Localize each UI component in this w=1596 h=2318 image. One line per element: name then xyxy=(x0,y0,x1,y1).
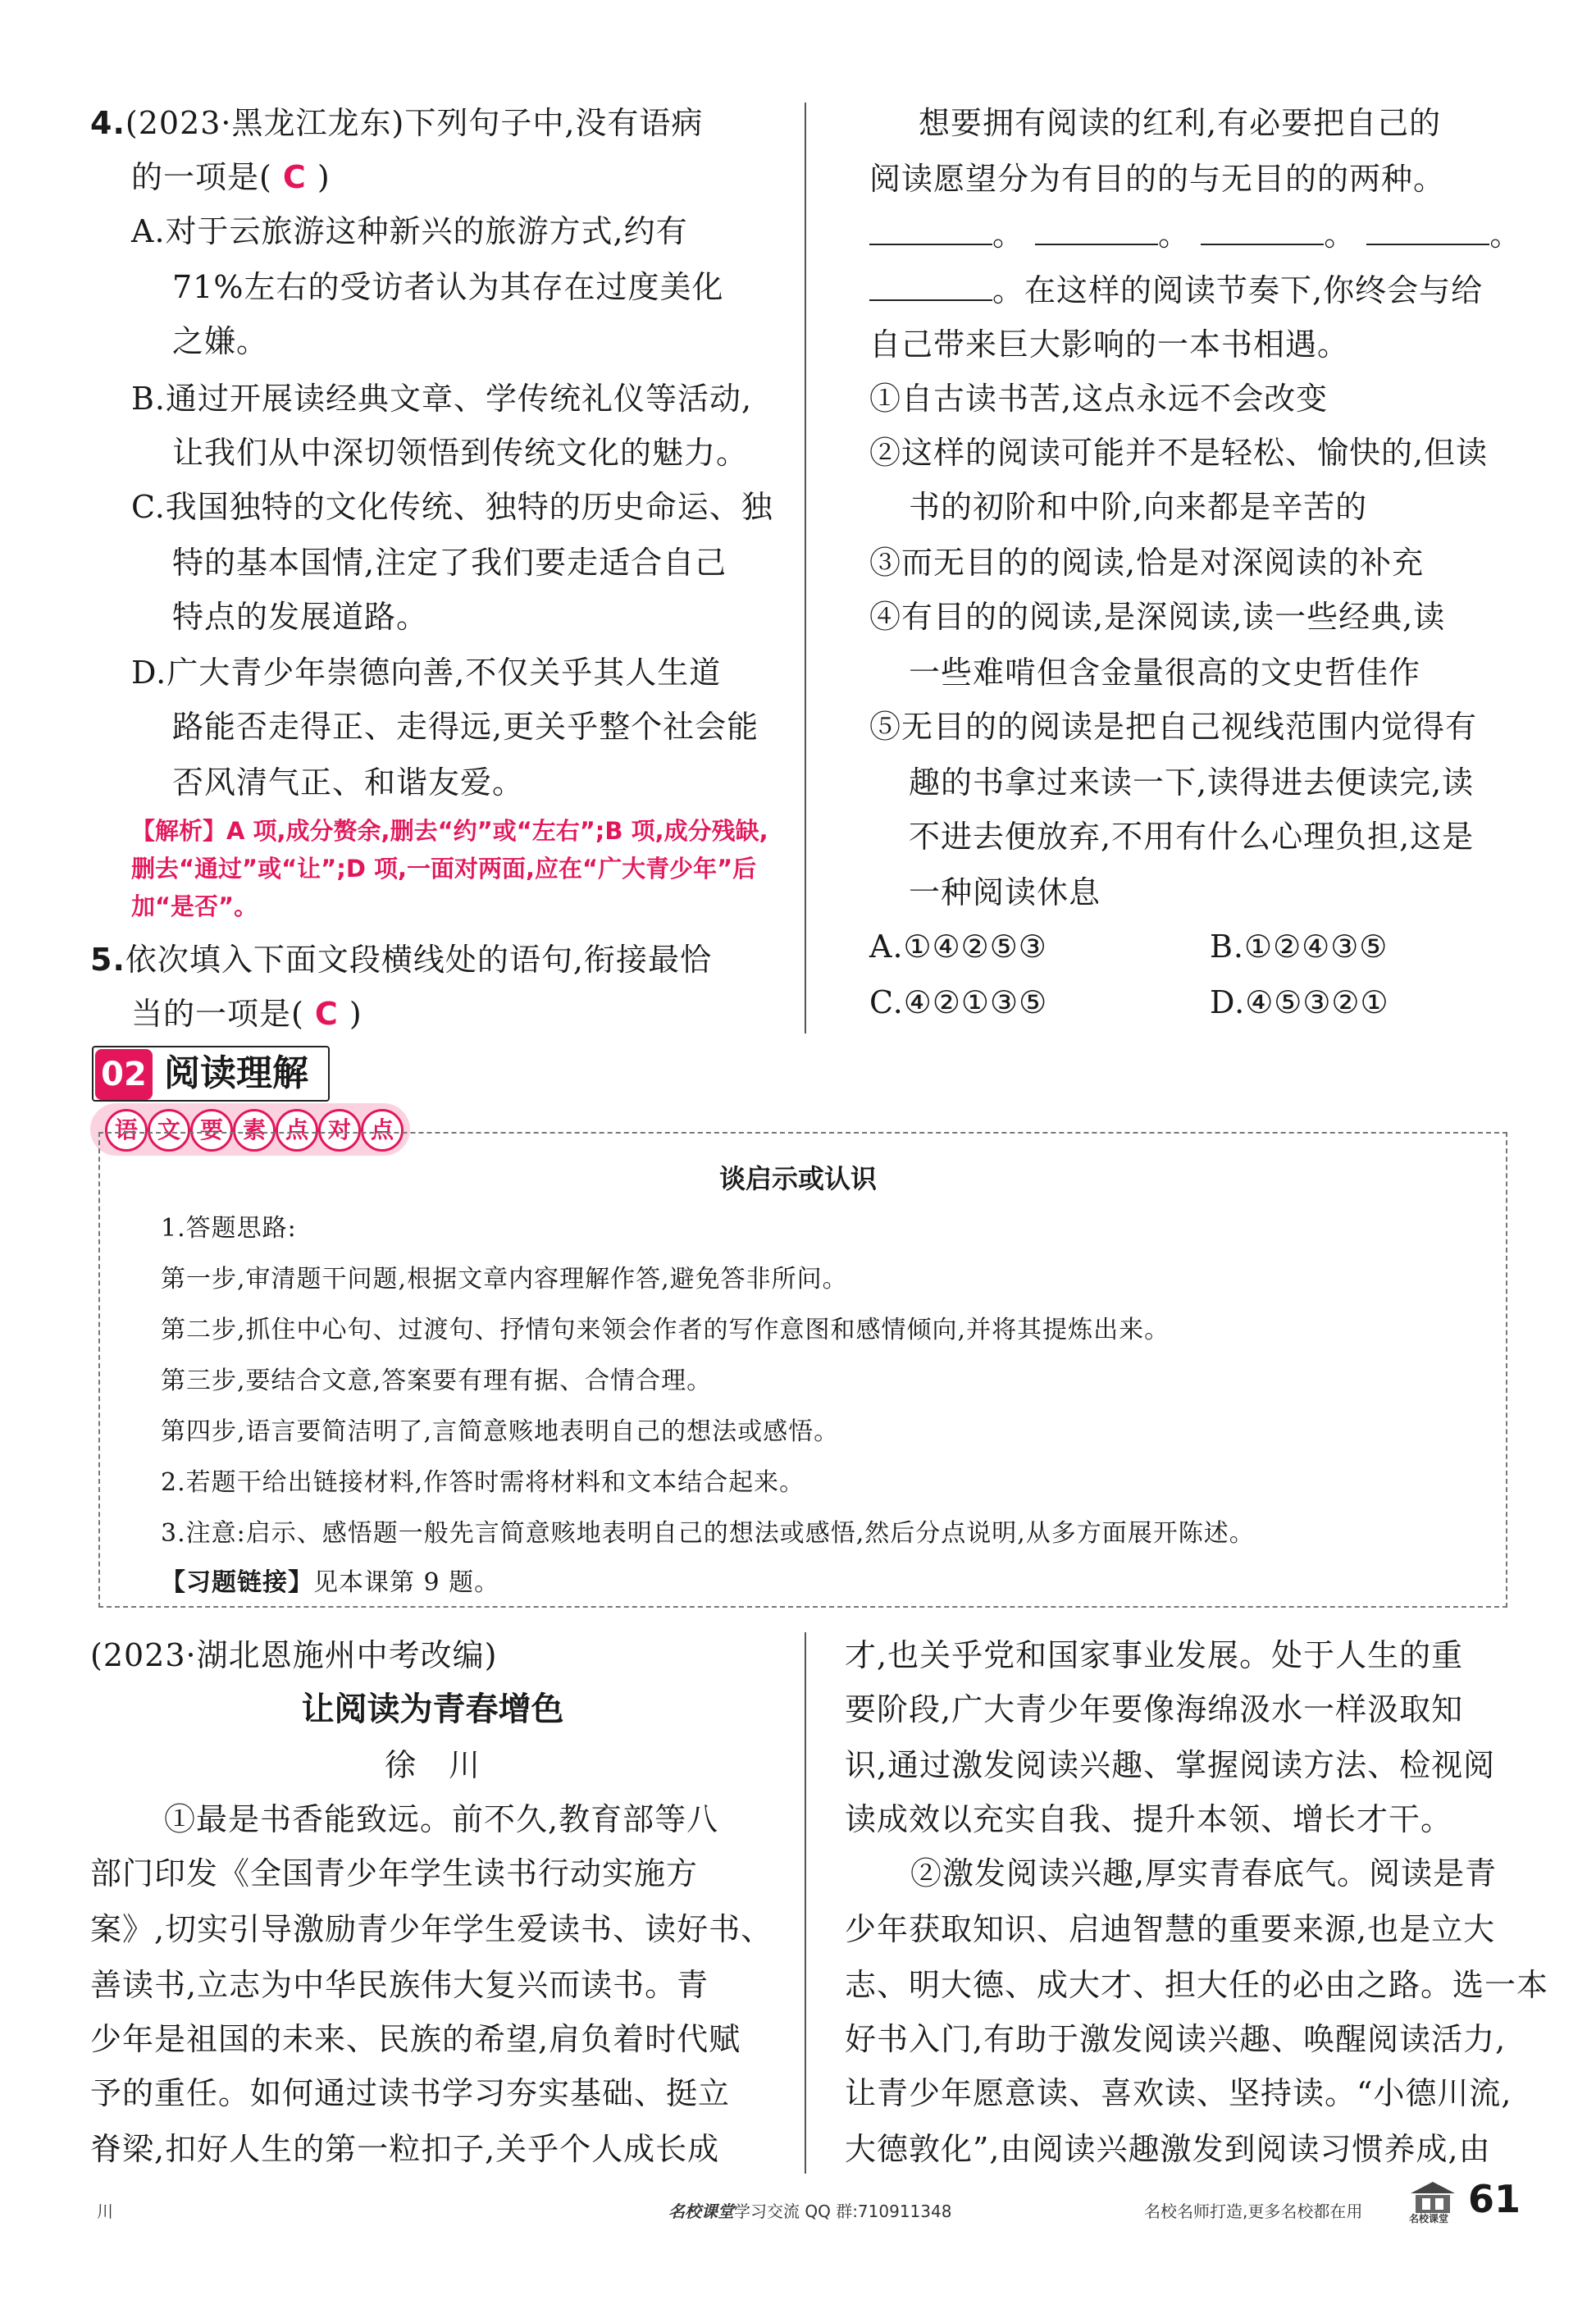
brand-logo-icon xyxy=(1407,2179,1458,2224)
article-right-line8: 好书入门,有助于激发阅读兴趣、唤醒阅读活力, xyxy=(845,2021,1507,2057)
q5-number: 5. xyxy=(90,942,125,978)
article-right-line9: 让青少年愿意读、喜欢读、坚持读。“小德川流, xyxy=(845,2075,1512,2111)
q5-item-2-line2: 书的初阶和中阶,向来都是辛苦的 xyxy=(909,489,1368,525)
page-number: 61 xyxy=(1468,2177,1521,2221)
q5-choice-c: C.④②①③⑤ xyxy=(869,984,1048,1020)
article-title: 让阅读为青春增色 xyxy=(301,1691,564,1728)
q5-item-5-line1: ⑤无目的的阅读是把自己视线范围内觉得有 xyxy=(869,709,1478,745)
footer-right-text: 名校名师打造,更多名校都在用 xyxy=(1144,2202,1363,2221)
q4-option-a-line1: A.对于云旅游这种新兴的旅游方式,约有 xyxy=(131,213,688,249)
q5-item-5-line4: 一种阅读休息 xyxy=(909,874,1101,910)
q5-passage-line1: 想要拥有阅读的红利,有必要把自己的 xyxy=(919,105,1442,141)
q5-item-4-line2: 一些难啃但含金量很高的文史哲佳作 xyxy=(909,655,1421,691)
article-left-line3: 案》,切实引导激励青少年学生爱读书、读好书、 xyxy=(90,1911,773,1947)
article-left-line6: 予的重任。如何通过读书学习夯实基础、挺立 xyxy=(90,2075,731,2111)
q4-answer: C xyxy=(282,159,307,195)
tag-char-4: 素 xyxy=(233,1109,276,1152)
q5-item-5-line2: 趣的书拿过来读一下,读得进去便读完,读 xyxy=(909,764,1475,801)
q5-passage-line5: 自己带来巨大影响的一本书相遇。 xyxy=(869,326,1350,363)
exercise-link-label: 【习题链接】 xyxy=(161,1568,313,1597)
q4-option-b-line2: 让我们从中深切领悟到传统文化的魅力。 xyxy=(172,435,749,471)
q5-item-5-line3: 不进去便放弃,不用有什么心理负担,这是 xyxy=(909,819,1475,855)
tips-line-2: 第一步,审清题干问题,根据文章内容理解作答,避免答非所问。 xyxy=(161,1265,848,1294)
blank-5 xyxy=(869,267,992,301)
column-divider-bottom xyxy=(805,1632,806,2174)
column-divider-top xyxy=(805,103,806,1034)
blank-4 xyxy=(1366,211,1489,245)
q4-option-c-line1: C.我国独特的文化传统、独特的历史命运、独 xyxy=(131,489,773,525)
tips-line-4: 第三步,要结合文意,答案要有理有据、合情合理。 xyxy=(161,1367,713,1395)
q4-option-a-line2: 71%左右的受访者认为其存在过度美化 xyxy=(172,269,724,305)
tips-link-line: 【习题链接】见本课第 9 题。 xyxy=(161,1568,500,1597)
article-source: (2023·湖北恩施州中考改编) xyxy=(90,1637,498,1673)
article-right-line2: 要阶段,广大青少年要像海绵汲水一样汲取知 xyxy=(845,1691,1464,1727)
tips-line-7: 3.注意:启示、感悟题一般先言简意赅地表明自己的想法或感悟,然后分点说明,从多方面展开陈述。 xyxy=(161,1519,1255,1548)
tag-char-1: 语 xyxy=(105,1109,148,1152)
q5-item-2-line1: ②这样的阅读可能并不是轻松、愉快的,但读 xyxy=(869,435,1489,471)
q4-option-b-line1: B.通过开展读经典文章、学传统礼仪等活动, xyxy=(131,381,753,417)
blank-1 xyxy=(869,211,992,245)
q4-option-d-line3: 否风清气正、和谐友爱。 xyxy=(172,764,525,801)
tips-box-title: 谈启示或认识 xyxy=(718,1163,877,1194)
q5-item-3: ③而无目的的阅读,恰是对深阅读的补充 xyxy=(869,545,1425,581)
q5-item-1: ①自古读书苦,这点永远不会改变 xyxy=(869,381,1329,417)
footer-center: 名校课堂学习交流 QQ 群:710911348 xyxy=(668,2202,952,2221)
q5-answer: C xyxy=(314,996,339,1032)
tips-line-3: 第二步,抓住中心句、过渡句、抒情句来领会作者的写作意图和感情倾向,并将其提炼出来。 xyxy=(161,1316,1170,1344)
article-right-line10: 大德敦化”,由阅读兴趣激发到阅读习惯养成,由 xyxy=(845,2131,1491,2167)
footer-left-mark: 川 xyxy=(97,2202,113,2221)
tag-char-2: 文 xyxy=(148,1109,190,1152)
article-left-line2: 部门印发《全国青少年学生读书行动实施方 xyxy=(90,1855,699,1891)
article-left-line1: ①最是书香能致远。前不久,教育部等八 xyxy=(164,1801,719,1837)
tips-line-1: 1.答题思路: xyxy=(161,1214,297,1243)
article-right-line1: 才,也关乎党和国家事业发展。处于人生的重 xyxy=(845,1637,1464,1673)
q5-stem-line1: 5.依次填入下面文段横线处的语句,衔接最恰 xyxy=(90,942,712,978)
section-title: 阅读理解 xyxy=(164,1052,308,1094)
article-right-line5: ②激发阅读兴趣,厚实青春底气。阅读是青 xyxy=(910,1855,1498,1891)
q4-option-c-line3: 特点的发展道路。 xyxy=(172,599,429,635)
q4-stem-line2: 的一项是( C ) xyxy=(131,159,331,195)
q5-item-4-line1: ④有目的的阅读,是深阅读,读一些经典,读 xyxy=(869,599,1446,635)
article-author: 徐 川 xyxy=(384,1747,481,1783)
article-right-line4: 读成效以充实自我、提升本领、增长才干。 xyxy=(845,1801,1453,1837)
q4-analysis-line3: 加“是否”。 xyxy=(131,892,258,920)
footer-brand: 名校课堂 xyxy=(668,2202,734,2221)
q5-choice-d: D.④⑤③②① xyxy=(1210,984,1389,1020)
tag-char-5: 点 xyxy=(276,1109,318,1152)
q5-stem-line2: 当的一项是( C ) xyxy=(131,996,363,1032)
section-number-badge: 02 xyxy=(95,1049,153,1100)
q4-option-d-line1: D.广大青少年崇德向善,不仅关乎其人生道 xyxy=(131,655,722,691)
q5-choice-a: A.①④②⑤③ xyxy=(869,929,1047,965)
q5-blanks-line: 。 。 。 。 xyxy=(869,207,1521,262)
blank-2 xyxy=(1035,211,1158,245)
blank-3 xyxy=(1201,211,1324,245)
article-right-line3: 识,通过激发阅读兴趣、掌握阅读方法、检视阅 xyxy=(845,1747,1496,1783)
q4-analysis-line1: 【解析】A 项,成分赘余,删去“约”或“左右”;B 项,成分残缺, xyxy=(131,817,768,845)
q4-number: 4. xyxy=(90,105,125,141)
q5-passage-line2: 阅读愿望分为有目的的与无目的的两种。 xyxy=(869,161,1446,197)
tips-line-6: 2.若题干给出链接材料,作答时需将材料和文本结合起来。 xyxy=(161,1468,805,1497)
tips-line-5: 第四步,语言要简洁明了,言简意赅地表明自己的想法或感悟。 xyxy=(161,1417,840,1446)
article-left-line7: 脊梁,扣好人生的第一粒扣子,关乎个人成长成 xyxy=(90,2131,720,2167)
q4-stem-line1: 4.(2023·黑龙江龙东)下列句子中,没有语病 xyxy=(90,105,704,141)
q4-analysis-line2: 删去“通过”或“让”;D 项,一面对两面,应在“广大青少年”后 xyxy=(131,855,757,883)
article-left-line5: 少年是祖国的未来、民族的希望,肩负着时代赋 xyxy=(90,2021,741,2057)
tag-char-6: 对 xyxy=(318,1109,361,1152)
q5-passage-line4: 。在这样的阅读节奏下,你终会与给 xyxy=(869,262,1483,318)
q5-choice-b: B.①②④③⑤ xyxy=(1210,929,1389,965)
tag-char-7: 点 xyxy=(361,1109,404,1152)
article-left-line4: 善读书,立志为中华民族伟大复兴而读书。青 xyxy=(90,1967,709,2003)
article-right-line6: 少年获取知识、启迪智慧的重要来源,也是立大 xyxy=(845,1911,1496,1947)
brand-logo-text: 名校课堂 xyxy=(1409,2213,1449,2224)
q4-option-a-line3: 之嫌。 xyxy=(172,323,269,359)
q4-option-d-line2: 路能否走得正、走得远,更关乎整个社会能 xyxy=(172,709,759,745)
q4-option-c-line2: 特的基本国情,注定了我们要走适合自己 xyxy=(172,545,727,581)
article-right-line7: 志、明大德、成大才、担大任的必由之路。选一本 xyxy=(845,1967,1549,2003)
tag-char-3: 要 xyxy=(190,1109,233,1152)
